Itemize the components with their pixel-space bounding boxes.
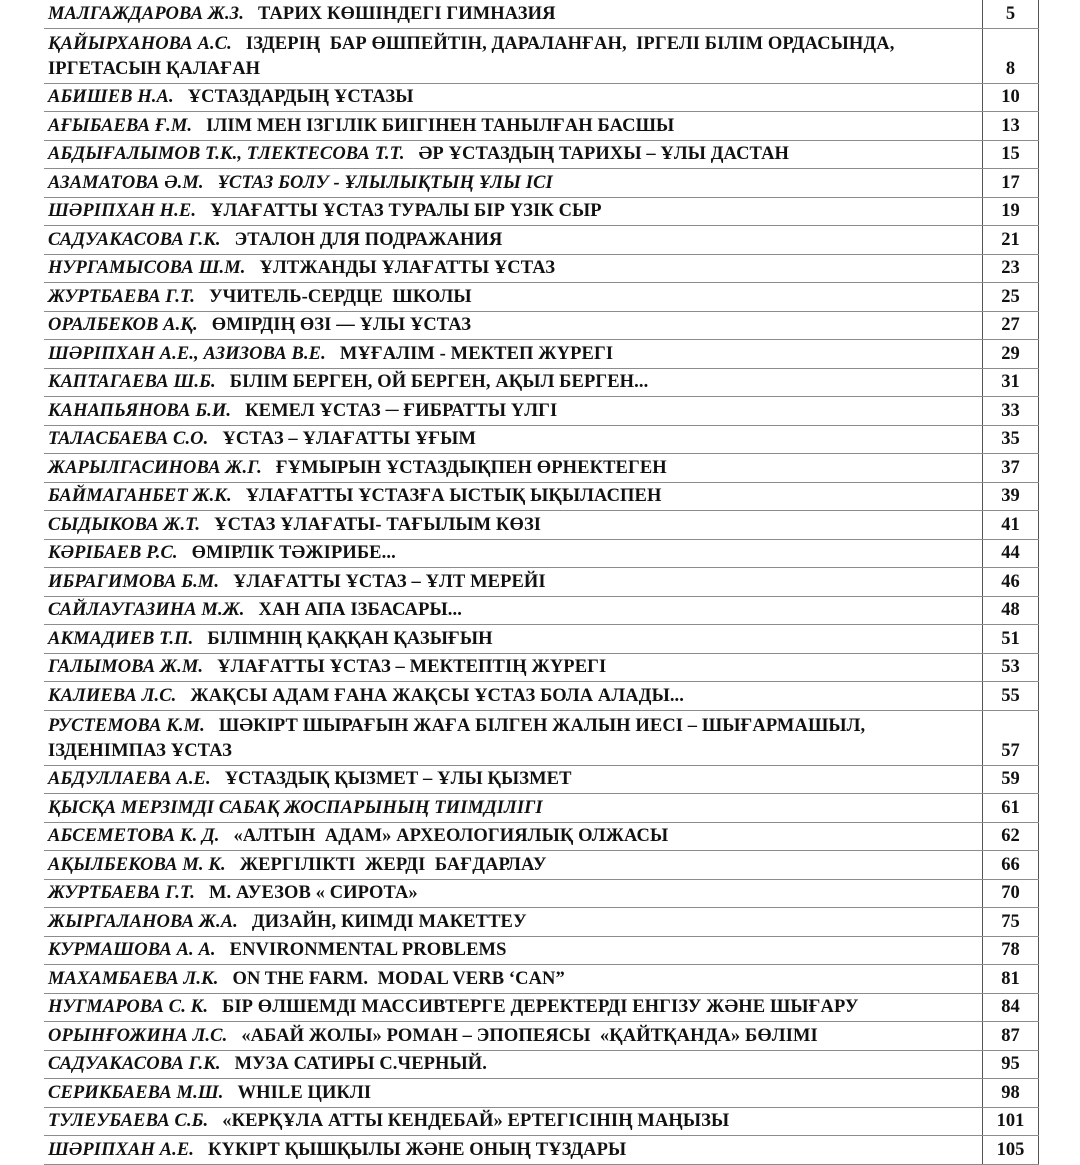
toc-title: ҰЛАҒАТТЫ ҰСТАЗ ТУРАЛЫ БІР ҮЗІК СЫР (210, 201, 602, 221)
toc-title: ІЛІМ МЕН ІЗГІЛІК БИІГІНЕН ТАНЫЛҒАН БАСШЫ (206, 115, 675, 136)
toc-entry-cell (44, 993, 983, 1022)
toc-page-number: 21 (983, 226, 1039, 255)
toc-title: ДИЗАЙН, КИІМДІ МАКЕТТЕУ (251, 911, 527, 932)
toc-row (44, 539, 1039, 568)
toc-author: САДУАКАСОВА Г.К. (48, 1054, 221, 1074)
toc-title: ШӘКІРТ ШЫРАҒЫН ЖАҒА БІЛГЕН ЖАЛЫН ИЕСІ – ШЫҒАРМАШЫЛ, ІЗДЕНІМПАЗ ҰСТАЗ (48, 715, 870, 761)
toc-page-number: 44 (983, 539, 1039, 568)
toc-page-number: 5 (983, 0, 1039, 28)
toc-title: ӨМІРДІҢ ӨЗІ — ҰЛЫ ҰСТАЗ (211, 315, 472, 335)
toc-page-number: 37 (983, 454, 1039, 483)
toc-entry-cell (44, 368, 983, 397)
toc-author: ТУЛЕУБАЕВА С.Б. (48, 1111, 209, 1131)
toc-author: АБСЕМЕТОВА К. Д. (48, 826, 220, 846)
toc-page-number: 25 (983, 283, 1039, 312)
toc-author: ЖЫРГАЛАНОВА Ж.А. (48, 911, 238, 932)
toc-page-number: 41 (983, 511, 1039, 540)
toc-author: ЖУРТБАЕВА Г.Т. (48, 286, 195, 307)
toc-author: КАНАПЬЯНОВА Б.И. (48, 400, 232, 421)
toc-row (44, 710, 1039, 765)
toc-entry-cell (44, 83, 983, 112)
toc-row (44, 140, 1039, 169)
toc-title: «АЛТЫН АДАМ» АРХЕОЛОГИЯЛЫҚ ОЛЖАСЫ (233, 826, 669, 846)
toc-row (44, 568, 1039, 597)
toc-body (44, 0, 1039, 1164)
toc-title: «АБАЙ ЖОЛЫ» РОМАН – ЭПОПЕЯСЫ «ҚАЙТҚАНДА» БӨЛІМІ (241, 1025, 818, 1046)
toc-entry-cell (44, 1107, 983, 1136)
toc-entry-cell (44, 851, 983, 880)
toc-page-number: 19 (983, 197, 1039, 226)
toc-title: МУЗА САТИРЫ С.ЧЕРНЫЙ. (234, 1054, 488, 1074)
toc-row (44, 311, 1039, 340)
toc-page-number: 55 (983, 682, 1039, 711)
toc-title: ҚЫСҚА МЕРЗІМДІ САБАҚ ЖОСПАРЫНЫҢ ТИІМДІЛІГІ (48, 797, 543, 818)
toc-author: ЖУРТБАЕВА Г.Т. (48, 883, 195, 903)
toc-entry-cell (44, 1050, 983, 1079)
toc-author: МАХАМБАЕВА Л.К. (48, 968, 219, 989)
toc-row (44, 83, 1039, 112)
toc-title: ЖЕРГІЛІКТІ ЖЕРДІ БАҒДАРЛАУ (239, 854, 547, 875)
toc-page-number: 81 (983, 965, 1039, 994)
toc-author: КАЛИЕВА Л.С. (48, 685, 177, 706)
toc-row (44, 283, 1039, 312)
toc-author: АКМАДИЕВ Т.П. (48, 628, 194, 649)
toc-entry-cell (44, 625, 983, 654)
toc-author: МАЛГАЖДАРОВА Ж.З. (48, 3, 244, 24)
toc-entry-cell (44, 254, 983, 283)
toc-title: «КЕРҚҰЛА АТТЫ КЕНДЕБАЙ» ЕРТЕГІСІНІҢ МАҢЫЗЫ (222, 1111, 730, 1131)
toc-entry-cell (44, 1136, 983, 1165)
toc-entry-cell (44, 965, 983, 994)
toc-page-number: 51 (983, 625, 1039, 654)
toc-entry-cell (44, 112, 983, 141)
toc-page-number: 66 (983, 851, 1039, 880)
toc-author: ТАЛАСБАЕВА С.О. (48, 429, 209, 449)
toc-title: ТАРИХ КӨШІНДЕГІ ГИМНАЗИЯ (257, 3, 556, 24)
toc-page-number: 105 (983, 1136, 1039, 1165)
toc-title: ҰСТАЗ ҰЛАҒАТЫ- ТАҒЫЛЫМ КӨЗІ (214, 514, 542, 535)
toc-author: БАЙМАГАНБЕТ Ж.К. (48, 486, 232, 506)
toc-page-number: 75 (983, 908, 1039, 937)
toc-entry-cell (44, 169, 983, 198)
toc-page-number: 46 (983, 568, 1039, 597)
toc-row (44, 482, 1039, 511)
toc-row (44, 169, 1039, 198)
toc-title: ENVIRONMENTAL PROBLEMS (229, 940, 507, 960)
toc-entry-cell (44, 1022, 983, 1051)
toc-title: ҰСТАЗ – ҰЛАҒАТТЫ ҰҒЫМ (222, 429, 477, 449)
toc-row (44, 454, 1039, 483)
toc-entry-cell (44, 936, 983, 965)
toc-title: ЖАҚСЫ АДАМ ҒАНА ЖАҚСЫ ҰСТАЗ БОЛА АЛАДЫ... (190, 685, 685, 706)
toc-row (44, 397, 1039, 426)
toc-page-number: 70 (983, 879, 1039, 908)
toc-entry-cell (44, 794, 983, 823)
toc-author: АБИШЕВ Н.А. (48, 87, 174, 107)
toc-entry-cell (44, 0, 983, 28)
toc-entry-cell (44, 140, 983, 169)
toc-row (44, 368, 1039, 397)
toc-author: САДУАКАСОВА Г.К. (48, 229, 221, 250)
toc-author: НУРГАМЫСОВА Ш.М. (48, 258, 246, 278)
toc-row (44, 340, 1039, 369)
toc-entry-cell (44, 197, 983, 226)
toc-page-number: 61 (983, 794, 1039, 823)
toc-entry-cell (44, 340, 983, 369)
toc-page-number: 15 (983, 140, 1039, 169)
toc-row (44, 765, 1039, 794)
toc-page-number: 29 (983, 340, 1039, 369)
toc-title: ҰЛАҒАТТЫ ҰСТАЗ – МЕКТЕПТІҢ ЖҮРЕГІ (217, 657, 607, 677)
toc-row (44, 1022, 1039, 1051)
toc-row (44, 1079, 1039, 1108)
toc-title: БІЛІМНІҢ ҚАҚҚАН ҚАЗЫҒЫН (207, 628, 493, 649)
toc-author: ИБРАГИМОВА Б.М. (48, 571, 220, 592)
toc-entry-cell (44, 454, 983, 483)
toc-row (44, 197, 1039, 226)
toc-row (44, 1136, 1039, 1165)
toc-entry-cell (44, 425, 983, 454)
toc-page-number: 95 (983, 1050, 1039, 1079)
toc-title: ҰСТАЗДАРДЫҢ ҰСТАЗЫ (187, 87, 414, 107)
toc-author: СЕРИКБАЕВА М.Ш. (48, 1082, 224, 1103)
toc-title: ON THE FARM. MODAL VERB ‘CAN” (232, 968, 565, 989)
toc-author: ШӘРІПХАН А.Е., АЗИЗОВА В.Е. (48, 343, 326, 364)
toc-page-number: 53 (983, 653, 1039, 682)
toc-row (44, 851, 1039, 880)
toc-entry-cell (44, 311, 983, 340)
toc-author: РУСТЕМОВА К.М. (48, 715, 205, 736)
table-of-contents (44, 0, 1039, 1165)
toc-title: ЭТАЛОН ДЛЯ ПОДРАЖАНИЯ (234, 229, 503, 250)
toc-page-number: 35 (983, 425, 1039, 454)
toc-author: ҚАЙЫРХАНОВА А.С. (48, 33, 232, 54)
toc-entry-cell (44, 653, 983, 682)
toc-entry-cell (44, 879, 983, 908)
toc-page-number: 8 (983, 28, 1039, 83)
toc-title: ҰЛАҒАТТЫ ҰСТАЗҒА ЫСТЫҚ ЫҚЫЛАСПЕН (245, 486, 662, 506)
toc-entry-cell (44, 1079, 983, 1108)
toc-title: УЧИТЕЛЬ-СЕРДЦЕ ШКОЛЫ (208, 286, 472, 307)
toc-title: БІЛІМ БЕРГЕН, ОЙ БЕРГЕН, АҚЫЛ БЕРГЕН... (229, 372, 649, 392)
toc-row (44, 682, 1039, 711)
toc-entry-cell (44, 283, 983, 312)
toc-page-number: 48 (983, 596, 1039, 625)
toc-row (44, 965, 1039, 994)
toc-page-number: 59 (983, 765, 1039, 794)
toc-row (44, 936, 1039, 965)
toc-page-number: 17 (983, 169, 1039, 198)
toc-page-number: 78 (983, 936, 1039, 965)
toc-entry-cell (44, 765, 983, 794)
toc-author: АҒЫБАЕВА Ғ.М. (48, 115, 193, 136)
toc-page-number: 98 (983, 1079, 1039, 1108)
toc-author: КАПТАГАЕВА Ш.Б. (48, 372, 216, 392)
toc-author: САЙЛАУГАЗИНА М.Ж. (48, 600, 245, 620)
toc-row (44, 226, 1039, 255)
toc-page-number: 101 (983, 1107, 1039, 1136)
toc-entry-cell (44, 710, 983, 765)
toc-title: М. АУЕЗОВ « СИРОТА» (208, 883, 418, 903)
toc-title: ҰСТАЗ БОЛУ - ҰЛЫЛЫҚТЫҢ ҰЛЫ ІСІ (217, 172, 553, 193)
toc-author: КУРМАШОВА А. А. (48, 940, 216, 960)
toc-entry-cell (44, 822, 983, 851)
toc-page-number: 62 (983, 822, 1039, 851)
toc-row (44, 625, 1039, 654)
toc-row (44, 112, 1039, 141)
toc-author: АЗАМАТОВА Ә.М. (48, 172, 204, 193)
toc-page-number: 84 (983, 993, 1039, 1022)
toc-row (44, 879, 1039, 908)
toc-entry-cell (44, 28, 983, 83)
toc-entry-cell (44, 397, 983, 426)
toc-author: ЖАРЫЛГАСИНОВА Ж.Г. (48, 457, 262, 478)
toc-row (44, 1107, 1039, 1136)
toc-page-number: 27 (983, 311, 1039, 340)
toc-title: ХАН АПА ІЗБАСАРЫ... (258, 600, 462, 620)
toc-title: ҒҰМЫРЫН ҰСТАЗДЫҚПЕН ӨРНЕКТЕГЕН (275, 457, 667, 478)
toc-page-number: 13 (983, 112, 1039, 141)
toc-title: МҰҒАЛІМ - МЕКТЕП ЖҮРЕГІ (339, 343, 614, 364)
toc-author: СЫДЫКОВА Ж.Т. (48, 514, 201, 535)
toc-title: ІЗДЕРІҢ БАР ӨШПЕЙТІН, ДАРАЛАНҒАН, ІРГЕЛІ БІЛІМ ОРДАСЫНДА, ІРГЕТАСЫН ҚАЛАҒАН (48, 33, 900, 79)
toc-page-number: 33 (983, 397, 1039, 426)
toc-page-number: 31 (983, 368, 1039, 397)
toc-row (44, 28, 1039, 83)
toc-entry-cell (44, 596, 983, 625)
toc-row (44, 0, 1039, 28)
toc-author: ШӘРІПХАН Н.Е. (48, 201, 197, 221)
toc-entry-cell (44, 482, 983, 511)
toc-row (44, 653, 1039, 682)
toc-entry-cell (44, 568, 983, 597)
toc-page-number: 23 (983, 254, 1039, 283)
toc-row (44, 1050, 1039, 1079)
toc-entry-cell (44, 908, 983, 937)
toc-author: АҚЫЛБЕКОВА М. К. (48, 854, 226, 875)
toc-page-number: 57 (983, 710, 1039, 765)
toc-title: WHILE ЦИКЛІ (237, 1082, 372, 1103)
toc-author: ГАЛЫМОВА Ж.М. (48, 657, 204, 677)
toc-title: КЕМЕЛ ҰСТАЗ ─ ҒИБРАТТЫ ҮЛГІ (245, 400, 558, 421)
toc-entry-cell (44, 682, 983, 711)
toc-page-number: 87 (983, 1022, 1039, 1051)
toc-author: ОРЫНҒОЖИНА Л.С. (48, 1025, 228, 1046)
toc-row (44, 908, 1039, 937)
toc-author: АБДЫҒАЛЫМОВ Т.К., ТЛЕКТЕСОВА Т.Т. (48, 144, 405, 164)
toc-entry-cell (44, 539, 983, 568)
toc-entry-cell (44, 511, 983, 540)
toc-row (44, 993, 1039, 1022)
toc-author: НУГМАРОВА С. К. (48, 997, 209, 1017)
toc-title: ҰСТАЗДЫҚ ҚЫЗМЕТ – ҰЛЫ ҚЫЗМЕТ (224, 769, 572, 789)
toc-title: ӘР ҰСТАЗДЫҢ ТАРИХЫ – ҰЛЫ ДАСТАН (418, 144, 790, 164)
toc-page-number: 10 (983, 83, 1039, 112)
toc-author: КӘРІБАЕВ Р.С. (48, 543, 178, 563)
toc-page-number: 39 (983, 482, 1039, 511)
toc-row (44, 596, 1039, 625)
toc-author: ОРАЛБЕКОВ А.Қ. (48, 315, 198, 335)
toc-entry-cell (44, 226, 983, 255)
toc-row (44, 511, 1039, 540)
toc-title: ӨМІРЛІК ТӘЖІРИБЕ... (191, 543, 396, 563)
toc-author: АБДУЛЛАЕВА А.Е. (48, 769, 211, 789)
toc-row (44, 794, 1039, 823)
toc-title: БІР ӨЛШЕМДІ МАССИВТЕРГЕ ДЕРЕКТЕРДІ ЕНГІЗУ ЖӘНЕ ШЫҒАРУ (222, 997, 859, 1017)
toc-author: ШӘРІПХАН А.Е. (48, 1139, 195, 1160)
toc-row (44, 822, 1039, 851)
toc-title: КҮКІРТ ҚЫШҚЫЛЫ ЖӘНЕ ОНЫҢ ТҰЗДАРЫ (208, 1139, 627, 1160)
toc-title: ҰЛТЖАНДЫ ҰЛАҒАТТЫ ҰСТАЗ (259, 258, 556, 278)
toc-row (44, 254, 1039, 283)
toc-row (44, 425, 1039, 454)
toc-title: ҰЛАҒАТТЫ ҰСТАЗ – ҰЛТ МЕРЕЙІ (233, 571, 546, 592)
